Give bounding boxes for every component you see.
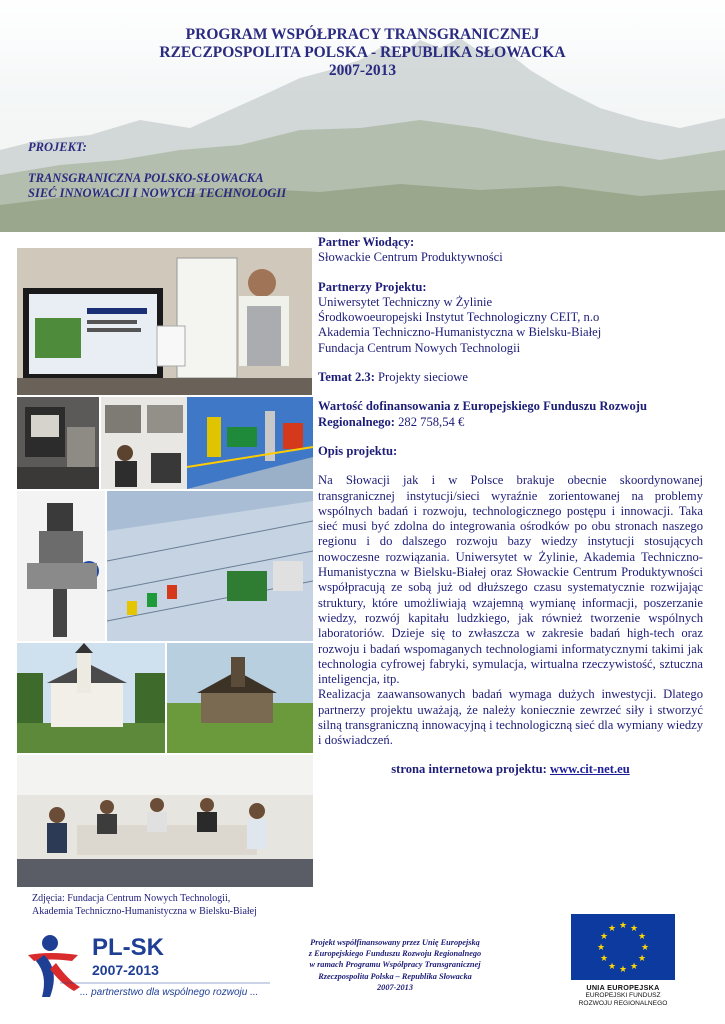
svg-text:★: ★ [596,943,606,953]
svg-text:★: ★ [629,924,639,934]
eu-fund-line1: EUROPEJSKI FUNDUSZ [585,992,661,999]
svg-text:★: ★ [640,943,650,953]
svg-text:★: ★ [607,924,617,934]
project-name-line2: SIEĆ INNOWACJI I NOWYCH TECHNOLOGII [28,186,287,200]
eu-fund-line2: ROZWOJU REGIONALNEGO [578,1000,668,1007]
plsk-tagline: ... partnerstwo dla wspólnego rozwoju ... [80,987,259,998]
topic-section [318,370,703,385]
photo-wooden-church [17,643,165,753]
svg-text:★: ★ [637,932,647,942]
svg-text:★: ★ [637,954,647,964]
website-line [318,762,703,777]
partner-item: Akademia Techniczno-Humanistyczna w Bielsku-Białej [318,325,602,340]
photo-students-lab [101,397,187,489]
photo-3d-factory-simulation [187,397,313,489]
topic-label: Temat 2.3: [318,370,375,385]
project-label: PROJEKT: [28,140,87,154]
cofinancing-statement [270,937,520,993]
lead-partner-section [318,235,703,266]
photo-collage [0,232,315,887]
photo-credits [32,893,257,918]
plsk-years: 2007-2013 [92,962,159,978]
plsk-name: PL-SK [92,934,164,961]
photo-presentation [17,248,312,395]
funding-section [318,399,703,430]
partners-section [318,280,703,356]
cofinancing-line3: w ramach Programu Współpracy Transgranicznej [309,960,481,970]
photo-factory-layout-3d [107,491,313,641]
header-banner [0,0,725,232]
program-title [0,26,725,80]
cofinancing-line5: 2007-2013 [377,982,413,992]
project-name-line1: TRANSGRANICZNA POLSKO-SŁOWACKA [28,171,264,185]
partner-item: Uniwersytet Techniczny w Żylinie [318,294,493,309]
program-years: 2007-2013 [328,62,397,79]
photo-credits-line2: Akademia Techniczno-Humanistyczna w Bielsku-Białej [32,905,257,917]
funding-label-line1: Wartość dofinansowania z Europejskiego Funduszu Rozwoju [318,399,647,414]
website-link[interactable]: www.cit-net.eu [549,761,630,776]
svg-text:★: ★ [629,962,639,972]
svg-text:★: ★ [599,932,609,942]
photo-meeting [17,755,313,887]
eu-logo [571,914,675,1008]
svg-text:★: ★ [618,965,628,975]
description-paragraph: Realizacja zaawansowanych badań wymaga dużych inwestycji. Dlatego partnerzy projektu uważają, że należy koniecznie zewrzeć siły i stworzyć silną transgraniczną innowacyjną i technologiczną sieć dla wymiany wiedzy i doświadczeń. [318,687,703,748]
eu-flag-icon [571,914,675,980]
funding-label-line2: Regionalnego: [318,414,395,429]
photo-lab-equipment [17,397,99,489]
project-name [28,171,286,201]
website-label: strona internetowa projektu: [391,761,550,776]
program-title-line1: PROGRAM WSPÓŁPRACY TRANSGRANICZNEJ [185,26,540,43]
partner-item: Środkowoeuropejski Instytut Technologiczny CEIT, n.o [318,310,600,325]
description-paragraph: Na Słowacji jak i w Polsce brakuje obecnie skoordynowanej transgranicznej instytucji/sieci wyraźnie zorientowanej na problemy wspólnych badań i rozwoju, technologicznego postępu i innowacji. Taka sieć musi być zdolna do integrowania ośrodków po obu stronach naszego regionu i do dalszego rozwoju bazy wiedzy instytucji stosujących nowoczesne rozwiązania. Uniwersytet w Żylinie, Akademia Techniczno-Humanistyczna w Bielsku-Białej oraz Słowackie Centrum Produktywności współpracują ze sobą już od dłuższego czasu systematycznie rozwijając struktury, które umożliwiają wzajemną wymianę informacji, poszerzanie wiedzy, rozwój kapitału ludzkiego, jak również tworzenie wspólnych laboratoriów. Dzieje się to zwłaszcza w zakresie badań high-tech oraz rozwoju i badań wspomaganych technologiami informatycznymi takimi jak technologia cyfrowej fabryki, symulacja, wirtualna rzeczywistość, sztuczna inteligencja, itp. [318,473,703,687]
lead-partner-name: Słowackie Centrum Produktywności [318,250,503,265]
partners-heading: Partnerzy Projektu: [318,279,427,294]
cofinancing-line1: Projekt współfinansowany przez Unię Europejską [310,938,480,947]
photo-industrial-robot [17,491,105,641]
topic-value: Projekty sieciowe [374,370,468,385]
partner-item: Fundacja Centrum Nowych Technologii [318,340,521,355]
description-heading: Opis projektu: [318,443,398,458]
plsk-program-logo [20,925,290,1005]
eu-logo-text [571,983,675,1008]
photo-church-3d-model [167,643,313,753]
lead-partner-heading: Partner Wiodący: [318,235,415,249]
funding-value: 282 758,54 € [394,414,465,429]
photo-credits-line1: Zdjęcia: Fundacja Centrum Nowych Technologii, [32,893,231,904]
plsk-figure-icon [28,935,80,997]
svg-text:★: ★ [599,954,609,964]
svg-text:★: ★ [607,962,617,972]
cofinancing-line2: z Europejskiego Funduszu Rozwoju Regionalnego [308,949,482,959]
eu-stars [571,914,675,980]
svg-text:★: ★ [618,921,628,931]
project-details [318,235,703,777]
eu-union-name: UNIA EUROPEJSKA [586,983,660,992]
program-title-line2: RZECZPOSPOLITA POLSKA - REPUBLIKA SŁOWACKA [159,44,566,61]
cofinancing-line4: Rzeczpospolita Polska – Republika Słowacka [318,971,472,981]
